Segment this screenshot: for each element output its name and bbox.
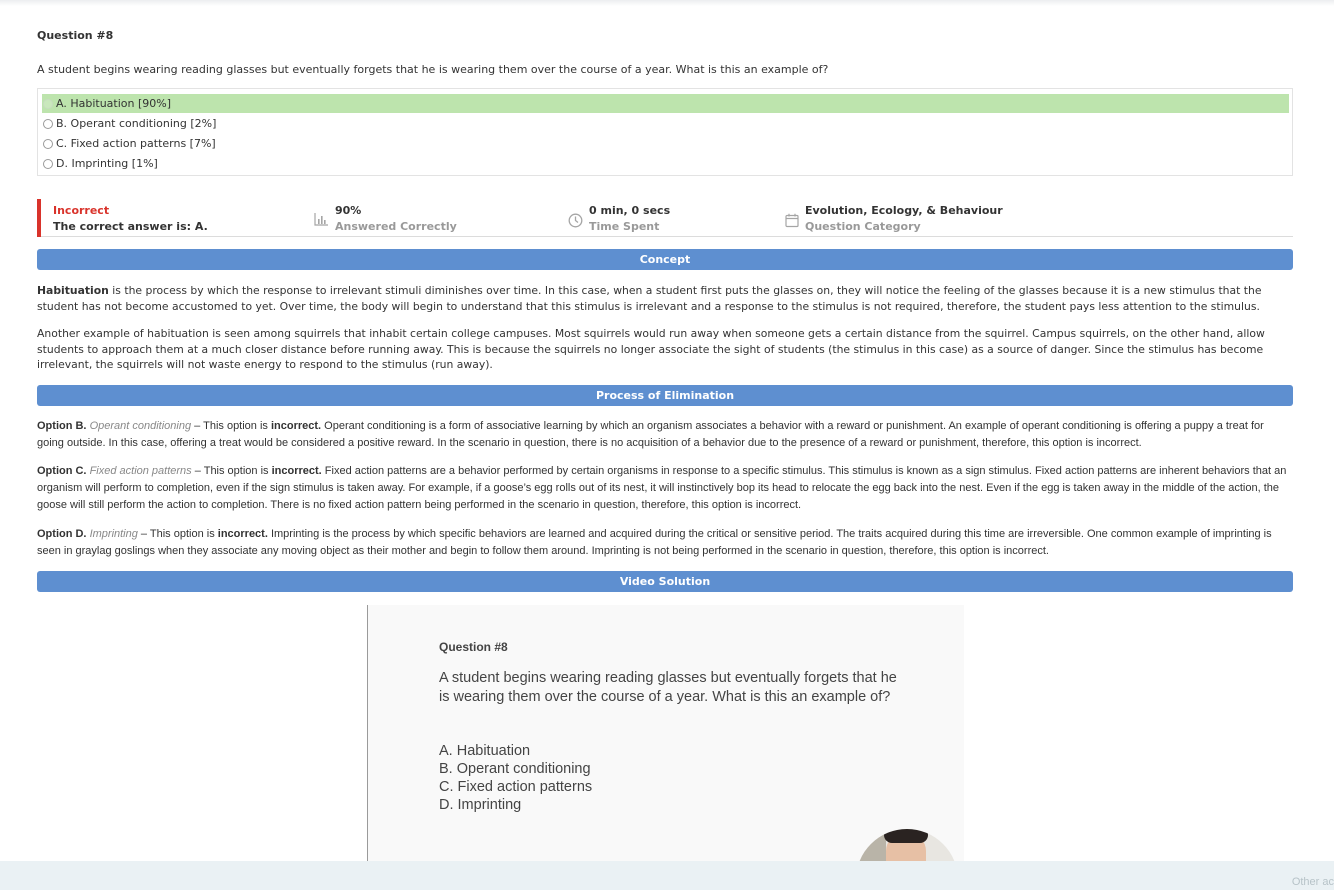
footer-band <box>0 861 1334 890</box>
video-option-d: D. Imprinting <box>439 797 522 813</box>
answered-correctly-label: Answered Correctly <box>335 220 457 233</box>
correct-answer-text: The correct answer is: A. <box>53 220 208 233</box>
answer-option-c[interactable] <box>42 134 1289 153</box>
video-question-number: Question #8 <box>439 640 508 654</box>
option-name: Fixed action patterns <box>89 465 192 477</box>
question-stem: A student begins wearing reading glasses but eventually forgets that he is wearing them over the course of a year. What is this an example of? <box>37 63 829 76</box>
answer-label: A. Habituation [90%] <box>56 97 172 110</box>
concept-header: Concept <box>37 249 1293 270</box>
option-verdict: incorrect. <box>270 420 322 432</box>
answer-option-d[interactable] <box>42 154 1289 173</box>
footer-text: Other ac <box>1291 876 1334 888</box>
video-player[interactable] <box>367 605 964 861</box>
clock-icon <box>568 213 583 228</box>
answered-correctly-value: 90% <box>335 204 362 217</box>
option-verdict: incorrect. <box>217 528 268 540</box>
video-option-a: A. Habituation <box>439 743 531 759</box>
option-dash: – This option is <box>191 465 272 477</box>
calendar-icon <box>785 213 799 228</box>
result-status-text: Incorrect <box>53 204 110 217</box>
concept-text: is the process by which the response to irrelevant stimuli diminishes over time. In this case, when a student first puts the glasses on, they will notice the feeling of the glasses because it is a new stimulus that the student has not become accustomed to yet. Over time, the body will begin to understand that this stimulus is irrelevant and a response to the stimulus is not required, therefore, the student pays less attention to the stimulus. <box>37 284 1262 313</box>
bar-chart-icon <box>314 213 329 226</box>
answer-choices <box>37 88 1293 176</box>
option-dash: – This option is <box>137 528 218 540</box>
concept-term: Habituation <box>37 284 109 297</box>
answer-label: C. Fixed action patterns [7%] <box>56 137 216 150</box>
concept-paragraph-1 <box>37 283 1293 314</box>
option-label: Option C. <box>37 465 87 477</box>
video-options <box>439 742 592 814</box>
top-shadow <box>0 0 1334 6</box>
incorrect-indicator <box>37 199 41 237</box>
time-spent-value: 0 min, 0 secs <box>589 204 671 217</box>
question-category-stat <box>805 203 1003 234</box>
answered-correctly-stat <box>335 203 457 234</box>
option-text: Imprinting is the process by which specific behaviors are learned and acquired during the critical or sensitive period. The traits acquired during this time are irreversible. One common example of imprinting is seen in graylag goslings when they associate any moving object as their mother and begin to follow them around. Imprinting is not being performed in the scenario in question, therefore, this option is incorrect. <box>37 528 1272 557</box>
answer-label: D. Imprinting [1%] <box>56 157 158 170</box>
radio-icon[interactable] <box>43 119 53 129</box>
answer-label: B. Operant conditioning [2%] <box>56 117 217 130</box>
video-option-c: C. Fixed action patterns <box>439 779 593 795</box>
video-question-stem: A student begins wearing reading glasses but eventually forgets that he is wearing them over the course of a year. What is this an example of? <box>439 670 897 705</box>
avatar-hair <box>884 829 928 843</box>
time-spent-stat <box>589 203 670 234</box>
time-spent-label: Time Spent <box>589 220 660 233</box>
option-verdict: incorrect. <box>271 465 322 477</box>
elimination-header: Process of Elimination <box>37 385 1293 406</box>
answer-option-b[interactable] <box>42 114 1289 133</box>
option-text: Operant conditioning is a form of associative learning by which an organism associates a behavior with a reward or punishment. An example of operant conditioning is offering a puppy a treat for going outside. In this case, offering a treat would be considered a positive reward. In the scenario in question, there is no acquisition of a behavior due to the presence of a reward or punishment, therefore, this option is incorrect. <box>37 420 1264 449</box>
option-name: Operant conditioning <box>89 420 192 432</box>
video-solution-header: Video Solution <box>37 571 1293 592</box>
radio-icon[interactable] <box>43 99 53 109</box>
radio-icon[interactable] <box>43 139 53 149</box>
option-text: Fixed action patterns are a behavior performed by certain organisms in response to a specific stimulus. This stimulus is known as a sign stimulus. Fixed action patterns are inherent behaviors that an organism will perform to completion, even if the sign stimulus is taken away. For example, if a goose’s egg rolls out of its nest, it will instinctively bop its head to relocate the egg back into the nest. Even if the egg is taken away in the middle of the action, the goose will still perform the action to completion. There is no fixed action pattern being performed in the scenario in question, therefore, this option is incorrect. <box>37 465 1287 511</box>
concept-paragraph-2: Another example of habituation is seen among squirrels that inhabit certain college campuses. Most squirrels would run away when someone gets a certain distance from the squirrel. Campus squirrels, on the other hand, allow students to approach them at a much closer distance before running away. This is because the squirrels no longer associate the sight of students (the stimulus in this case) as a source of danger. Since the stimulus has become irrelevant, the squirrels will not waste energy to respond to the stimulus (run away). <box>37 327 1265 371</box>
radio-icon[interactable] <box>43 159 53 169</box>
video-option-b: B. Operant conditioning <box>439 761 591 777</box>
result-summary <box>37 199 1293 237</box>
answer-option-a[interactable] <box>42 94 1289 113</box>
result-status <box>53 203 208 234</box>
option-d-explanation <box>37 526 1293 560</box>
question-number: Question #8 <box>37 29 114 42</box>
option-dash: – This option is <box>191 420 271 432</box>
option-label: Option D. <box>37 528 87 540</box>
option-label: Option B. <box>37 420 87 432</box>
option-name: Imprinting <box>89 528 138 540</box>
option-b-explanation <box>37 418 1293 452</box>
question-category-label: Question Category <box>805 220 921 233</box>
option-c-explanation <box>37 463 1293 514</box>
question-category-value: Evolution, Ecology, & Behaviour <box>805 204 1003 217</box>
